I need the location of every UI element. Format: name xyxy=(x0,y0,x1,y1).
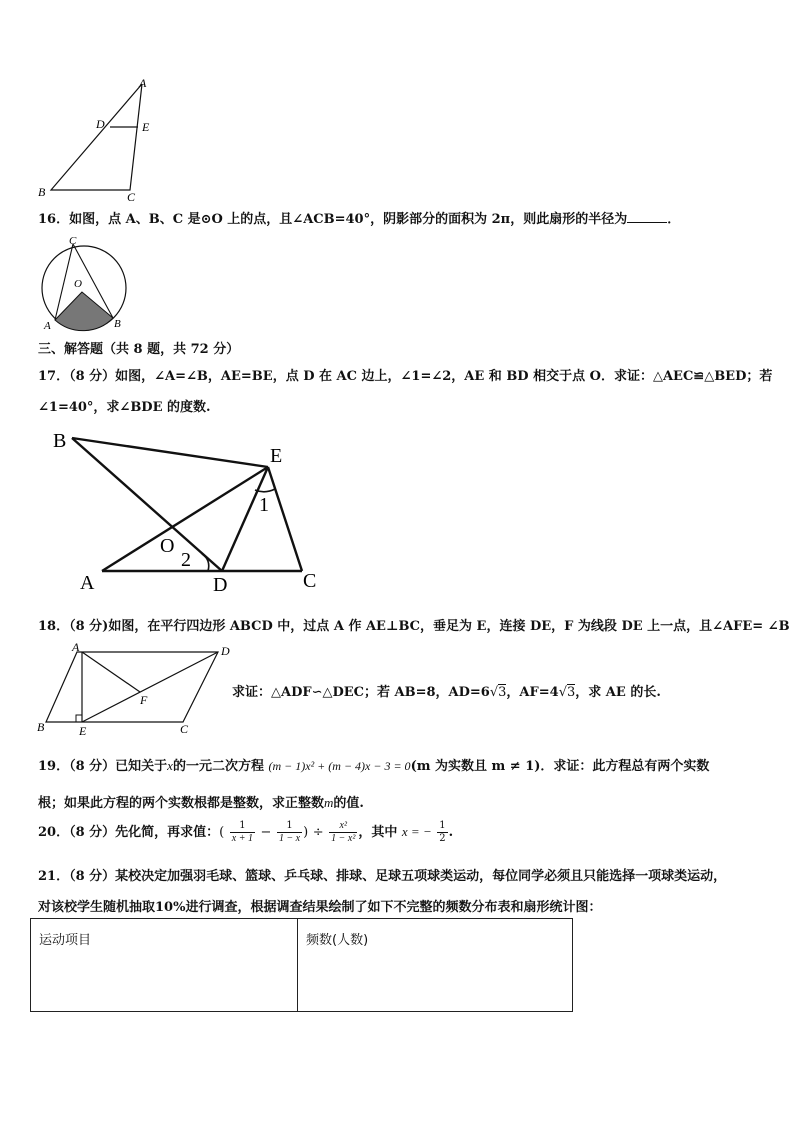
label-E: E xyxy=(142,120,150,134)
label-D: D xyxy=(96,117,105,131)
label-D: D xyxy=(221,644,230,658)
label-O: O xyxy=(74,278,82,290)
fraction-1: $\frac{1}{x + 1}$ xyxy=(231,820,253,844)
parallelogram-figure-18 xyxy=(30,640,240,740)
triangle-figure-17 xyxy=(45,420,345,600)
label-D: D xyxy=(213,574,228,596)
label-F: F xyxy=(140,693,148,707)
label-A: A xyxy=(44,320,51,332)
table-header-sport: 运动项目 xyxy=(31,919,298,1012)
question-19-line2: 根；如果此方程的两个实数根都是整数，求正整数m的值. xyxy=(38,795,364,811)
frequency-table xyxy=(30,918,573,1012)
circle-sector-figure-16 xyxy=(36,232,136,334)
section-title: 三、解答题（共 8 题，共 72 分） xyxy=(38,342,240,357)
table-header-frequency: 频数(人数) xyxy=(298,919,573,1012)
label-B: B xyxy=(114,318,121,330)
label-B: B xyxy=(38,185,46,199)
label-B: B xyxy=(53,430,67,452)
answer-blank xyxy=(627,210,667,223)
label-A: A xyxy=(139,76,147,90)
label-angle-1: 1 xyxy=(259,494,269,516)
question-16: 16．如图，点 A、B、C 是⊙O 上的点，且∠ACB=40°，阴影部分的面积为 2π，则此扇形的半径为 ． xyxy=(38,212,681,227)
equation: (m − 1)x² + (m − 4)x − 3 = 0 xyxy=(268,759,411,773)
question-21-line1: 21．（8 分）某校决定加强羽毛球、篮球、乒乓球、排球、足球五项球类运动，每位同学必须且只能选择一项球类运动， xyxy=(38,869,727,884)
label-A: A xyxy=(72,640,80,654)
label-C: C xyxy=(69,235,77,247)
question-16-text: 16．如图，点 A、B、C 是⊙O 上的点，且∠ACB=40°，阴影部分的面积为 2π，则此扇形的半径为 xyxy=(38,212,628,227)
label-C: C xyxy=(303,570,317,592)
triangle-figure-15 xyxy=(30,70,160,205)
label-E: E xyxy=(270,445,283,467)
question-18-line1: 18．（8 分)如图，在平行四边形 ABCD 中，过点 A 作 AE⊥BC，垂足为 E，连接 DE，F 为线段 DE 上一点，且∠AFE= ∠B xyxy=(38,619,790,634)
label-C: C xyxy=(180,722,189,736)
fraction-4: $\frac{1}{2}$ xyxy=(439,820,446,844)
question-18-proof: 求证：△ADF∽△DEC；若 AB=8，AD=6√3，AF=4√3，求 AE 的长. xyxy=(232,685,661,700)
label-E: E xyxy=(79,724,87,738)
label-C: C xyxy=(127,190,136,204)
question-17-line1: 17．（8 分）如图，∠A=∠B，AE=BE，点 D 在 AC 边上，∠1=∠2，AE 和 BD 相交于点 O．求证：△AEC≌△BED；若 xyxy=(38,369,773,384)
label-B: B xyxy=(37,720,45,734)
label-O: O xyxy=(160,535,175,557)
table-row xyxy=(31,919,573,1012)
fraction-3: $\frac{\text{x²}}{\text{1 − x²}}$ xyxy=(331,820,356,844)
label-A: A xyxy=(80,572,95,594)
question-19-line1: 19．（8 分）已知关于x的一元二次方程 (m − 1)x² + (m − 4)x − 3 = 0(m 为实数且 m ≠ 1)．求证：此方程总有两个实数 xyxy=(38,758,710,774)
label-angle-2: 2 xyxy=(181,549,191,571)
question-17-line2: ∠1=40°，求∠BDE 的度数. xyxy=(38,400,211,415)
question-21-line2: 对该校学生随机抽取10%进行调查，根据调查结果绘制了如下不完整的频数分布表和扇形统计图： xyxy=(38,900,602,915)
fraction-2: $\frac{1}{1 - x}$ xyxy=(278,820,301,844)
question-20: 20．（8 分）先化简，再求值：( $\frac{1}{x + 1}$ − $\frac{1}{1 - x}$ ) ÷ $\frac{\text{x²}}{\text{1 − x²}}$ ，其中 x = − $\frac{1}{2}$ . xyxy=(38,820,454,844)
